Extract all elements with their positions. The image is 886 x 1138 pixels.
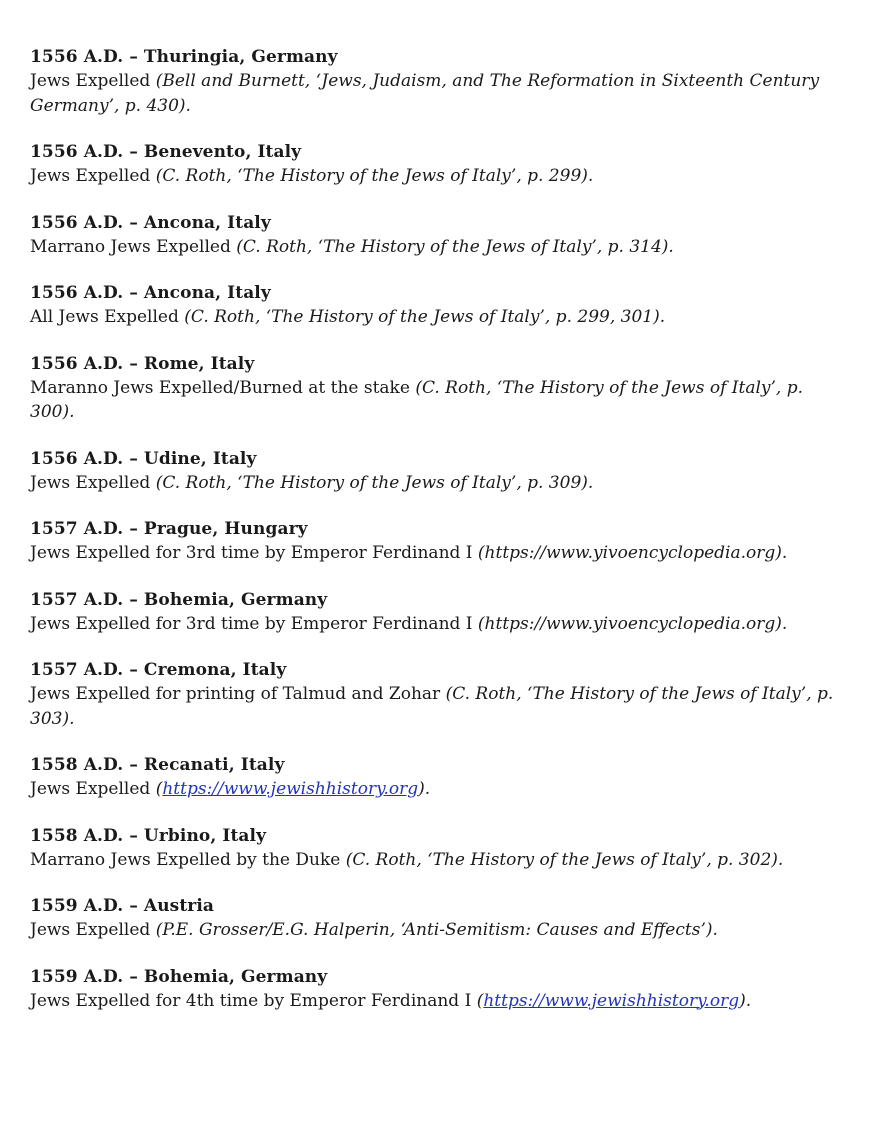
entry-body: [30, 612, 846, 637]
citation-open-paren: (: [155, 779, 163, 799]
entry-citation: (https://www.yivoencyclopedia.org).: [477, 613, 788, 634]
entry-heading: 1557 A.D. – Bohemia, Germany: [30, 589, 328, 610]
entry-udine-1556: [30, 447, 846, 496]
entry-heading: 1556 A.D. – Ancona, Italy: [30, 283, 271, 303]
entry-thuringia-1556: [30, 45, 846, 118]
entry-benevento-1556: [30, 140, 846, 189]
entry-text: Jews Expelled for printing of Talmud and Zohar: [30, 684, 446, 704]
jewishhistory-link[interactable]: https://www.jewishhistory.org: [162, 779, 419, 799]
entry-heading: 1558 A.D. – Recanati, Italy: [30, 755, 285, 775]
entry-bohemia-1557: [30, 588, 846, 637]
entry-body: [30, 235, 846, 260]
entry-heading: 1557 A.D. – Prague, Hungary: [30, 519, 308, 539]
entry-text: Jews Expelled for 4th time by Emperor Ferdinand I: [30, 990, 477, 1011]
entry-citation: (C. Roth, ‘The History of the Jews of Italy’, p. 299, 301).: [184, 307, 666, 327]
entry-austria-1559: [30, 894, 846, 943]
entry-recanati-1558: [30, 753, 846, 802]
entry-text: Jews Expelled: [30, 779, 156, 799]
entry-citation: (C. Roth, ‘The History of the Jews of Italy’, p. 309).: [155, 472, 594, 493]
entry-ancona-all-1556: [30, 281, 846, 330]
entry-body: [30, 989, 846, 1014]
entry-body: [30, 777, 846, 802]
entry-cremona-1557: [30, 658, 846, 731]
entry-citation: (C. Roth, ‘The History of the Jews of Italy’, p. 314).: [236, 236, 674, 257]
entry-bohemia-1559: [30, 965, 846, 1014]
entry-heading: 1556 A.D. – Rome, Italy: [30, 353, 255, 374]
entry-body: [30, 682, 846, 731]
entry-body: [30, 918, 846, 943]
entry-text: Jews Expelled for 3rd time by Emperor Ferdinand I: [30, 613, 478, 634]
citation-close-paren: ).: [739, 990, 752, 1011]
entry-heading: 1559 A.D. – Austria: [30, 896, 215, 916]
entry-heading: 1556 A.D. – Ancona, Italy: [30, 212, 271, 233]
entry-body: [30, 164, 846, 189]
citation-close-paren: ).: [418, 779, 431, 799]
entry-citation: (https://www.yivoencyclopedia.org).: [477, 543, 788, 563]
entry-prague-1557: [30, 517, 846, 566]
entry-heading: 1559 A.D. – Bohemia, Germany: [30, 966, 328, 987]
entry-text: Jews Expelled: [30, 71, 156, 91]
entry-citation: (P.E. Grosser/E.G. Halperin, ‘Anti-Semitism: Causes and Effects’).: [155, 920, 718, 940]
entry-citation: (C. Roth, ‘The History of the Jews of Italy’, p. 303).: [30, 684, 834, 729]
entry-body: [30, 541, 846, 566]
entry-text: Marrano Jews Expelled: [30, 236, 237, 257]
entry-text: Jews Expelled: [30, 166, 156, 186]
entry-heading: 1557 A.D. – Cremona, Italy: [30, 660, 287, 680]
entry-body: [30, 305, 846, 330]
entry-heading: 1556 A.D. – Benevento, Italy: [30, 142, 302, 162]
entry-ancona-marrano-1556: [30, 211, 846, 260]
entry-text: Jews Expelled for 3rd time by Emperor Ferdinand I: [30, 543, 478, 563]
entry-heading: 1558 A.D. – Urbino, Italy: [30, 825, 267, 846]
jewishhistory-link[interactable]: https://www.jewishhistory.org: [483, 990, 740, 1011]
entry-urbino-1558: [30, 824, 846, 873]
entry-body: [30, 471, 846, 496]
entry-body: [30, 376, 846, 425]
entry-rome-1556: [30, 352, 846, 425]
entry-text: All Jews Expelled: [30, 307, 185, 327]
entry-heading: 1556 A.D. – Udine, Italy: [30, 448, 257, 469]
entry-text: Maranno Jews Expelled/Burned at the stake: [30, 377, 416, 398]
entry-text: Jews Expelled: [30, 920, 156, 940]
entry-text: Jews Expelled: [30, 472, 156, 493]
entry-body: [30, 69, 846, 118]
entry-citation: (C. Roth, ‘The History of the Jews of Italy’, p. 302).: [345, 849, 784, 870]
entry-text: Marrano Jews Expelled by the Duke: [30, 849, 346, 870]
entry-citation: (C. Roth, ‘The History of the Jews of Italy’, p. 300).: [30, 377, 804, 422]
entry-body: [30, 848, 846, 873]
entry-citation: (C. Roth, ‘The History of the Jews of Italy’, p. 299).: [155, 166, 594, 186]
entry-heading: 1556 A.D. – Thuringia, Germany: [30, 47, 338, 67]
citation-open-paren: (: [476, 990, 484, 1011]
entry-citation: (Bell and Burnett, ‘Jews, Judaism, and The Reformation in Sixteenth Century Germany’, p. 430).: [30, 71, 820, 116]
